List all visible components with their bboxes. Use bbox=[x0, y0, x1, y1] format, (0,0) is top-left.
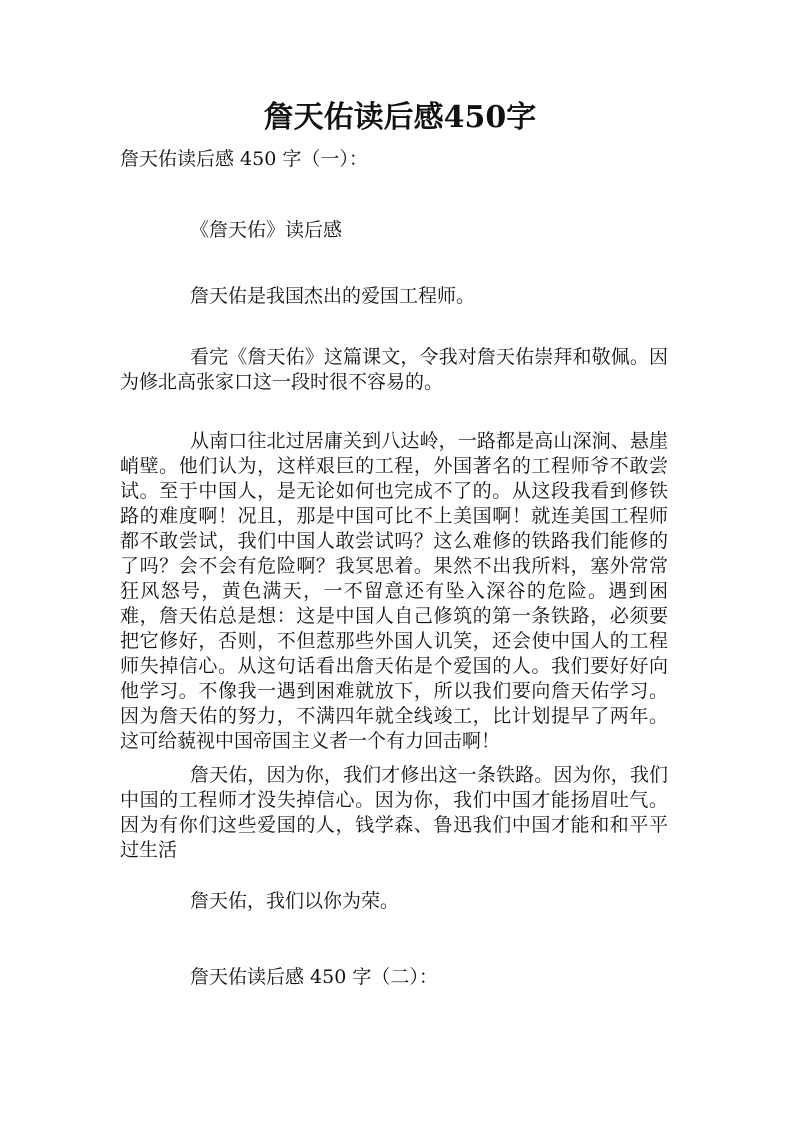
paragraph-pride: 詹天佑，我们以你为荣。 bbox=[190, 890, 400, 912]
section-heading-1: 詹天佑读后感 450 字（一）： bbox=[120, 148, 368, 170]
section-heading-2: 詹天佑读后感 450 字（二）： bbox=[190, 966, 438, 988]
paragraph-impression: 看完《詹天佑》这篇课文，令我对詹天佑崇拜和敬佩。因为修北高张家口这一段时很不容易的。 bbox=[120, 346, 668, 393]
paragraph-intro: 詹天佑是我国杰出的爱国工程师。 bbox=[190, 285, 476, 307]
paragraph-main-body: 从南口往北过居庸关到八达岭，一路都是高山深涧、悬崖峭壁。他们认为，这样艰巨的工程，外国著名的工程师爷不敢尝试。至于中国人，是无论如何也完成不了的。从这段我看到修铁路的难度啊！况且，那是中国可比不上美国啊！就连美国工程师都不敢尝试，我们中国人敢尝试吗？这么难修的铁路我们能修的了吗？会不会有危险啊？我冥思着。果然不出我所料，塞外常常狂风怒号，黄色满天，一不留意还有坠入深谷的危险。遇到困难，詹天佑总是想：这是中国人自己修筑的第一条铁路，必须要把它修好，否则，不但惹那些外国人讥笑，还会使中国人的工程师失掉信心。从这句话看出詹天佑是个爱国的人。我们要好好向他学习。不像我一遇到困难就放下，所以我们要向詹天佑学习。因为詹天佑的努力，不满四年就全线竣工，比计划提早了两年。这可给藐视中国帝国主义者一个有力回击啊！ bbox=[120, 430, 668, 752]
paragraph-book-title: 《詹天佑》读后感 bbox=[190, 219, 343, 241]
paragraph-tribute: 詹天佑，因为你，我们才修出这一条铁路。因为你，我们中国的工程师才没失掉信心。因为你，我们中国才能扬眉吐气。因为有你们这些爱国的人，钱学森、鲁迅我们中国才能和和平平过生活 bbox=[120, 764, 668, 861]
document-title: 詹天佑读后感450字 bbox=[263, 100, 537, 135]
